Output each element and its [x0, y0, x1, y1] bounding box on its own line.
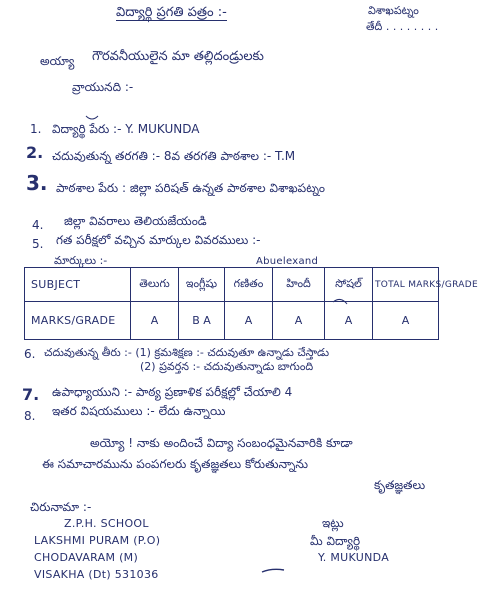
- header-subject: SUBJECT: [25, 268, 131, 302]
- address-line-2: LAKSHMI PURAM (P.O): [34, 534, 161, 547]
- header-total: TOTAL MARKS/GRADE: [373, 268, 439, 302]
- date: తేదీ . . . . . . . .: [366, 20, 439, 33]
- subject-line-1: గౌరవనీయులైన మా తల్లిదండ్రులకు: [92, 49, 264, 64]
- salutation: అయ్యా: [40, 54, 75, 68]
- grade-telugu: A: [131, 302, 179, 340]
- marks-caption: మార్కులు :-: [54, 254, 108, 267]
- header-maths: గణితం: [225, 268, 273, 302]
- subject-line-2: వ్రాయునది :-: [72, 80, 134, 94]
- address-line-1: Z.P.H. SCHOOL: [64, 517, 149, 530]
- grade-total: A: [373, 302, 439, 340]
- marks-table: [24, 267, 478, 340]
- item-1-text: విద్యార్థి పేరు :- Y. MUKUNDA: [52, 122, 200, 136]
- item-6-line-2: (2) ప్రవర్తన :- చదువుతున్నాడు బాగుంది: [140, 360, 314, 373]
- item-8-number: 8.: [24, 409, 36, 423]
- header-english: ఇంగ్లీషు: [179, 268, 225, 302]
- sign-name: Y. MUKUNDA: [318, 551, 390, 564]
- item-7-number: 7.: [22, 385, 40, 404]
- marks-header-annotation: Abuelexand: [256, 256, 319, 267]
- item-2-text: చదువుతున్న తరగతి :- 8వ తరగతి పాఠశాల :- T.M: [52, 149, 296, 163]
- address-line-3: CHODAVARAM (M): [34, 551, 139, 564]
- closing-line-3: కృతజ్ఞతలు: [374, 478, 426, 492]
- address-label: చిరునామా :-: [30, 500, 92, 514]
- closing-line-2: ఈ సమాచారమును పంపగలరు కృతజ్ఞతలు కోరుతున్నాను: [42, 457, 309, 471]
- item-6-line-1: చదువుతున్న తీరు :- (1) క్రమశిక్షణ :- చదువుతూ ఉన్నాడు చేస్తాడు: [44, 346, 329, 359]
- item-6-number: 6.: [24, 347, 36, 361]
- item-2-number: 2.: [26, 143, 44, 162]
- marks-table-grade-row: [25, 302, 439, 340]
- item-4-text: జిల్లా వివరాలు తెలియజేయండి: [64, 214, 207, 228]
- header-hindi: హిందీ: [273, 268, 325, 302]
- sign-name-telugu: మీ విద్యార్థి: [310, 534, 361, 548]
- closing-line-1: అయ్యో ! నాకు అందించే విద్యా సంబంధమైనవారికి కూడా: [90, 436, 353, 450]
- item-3-number: 3.: [26, 171, 48, 195]
- item-1-number: 1.: [30, 122, 42, 136]
- header-social: సోషల్: [325, 268, 373, 302]
- letter-title: విద్యార్థి ప్రగతి పత్రం :-: [116, 5, 227, 20]
- marks-table-header-row: [25, 268, 439, 302]
- place: విశాఖపట్నం: [368, 4, 419, 17]
- item-3-text: పాఠశాల పేరు : జిల్లా పరిషత్ ఉన్నత పాఠశాల విశాఖపట్నం: [56, 181, 325, 195]
- address-line-4: VISAKHA (Dt) 531036: [34, 568, 159, 581]
- item-5-text: గత పరీక్షలో వచ్చిన మార్కుల వివరములు :-: [56, 233, 261, 247]
- grade-maths: A: [225, 302, 273, 340]
- grade-hindi: A: [273, 302, 325, 340]
- grade-english: B A: [179, 302, 225, 340]
- sign-label: ఇట్లు: [322, 516, 344, 530]
- row-label: MARKS/GRADE: [25, 302, 131, 340]
- item-5-number: 5.: [32, 237, 44, 251]
- item-7-text: ఉపాధ్యాయుని :- పాఠ్య ప్రణాళిక పరీక్షల్లో చేయాలి 4: [52, 385, 293, 399]
- header-telugu: తెలుగు: [131, 268, 179, 302]
- item-4-number: 4.: [32, 218, 44, 232]
- grade-social: A: [325, 302, 373, 340]
- item-8-text: ఇతర విషయములు :- లేదు ఉన్నాయి: [52, 404, 226, 418]
